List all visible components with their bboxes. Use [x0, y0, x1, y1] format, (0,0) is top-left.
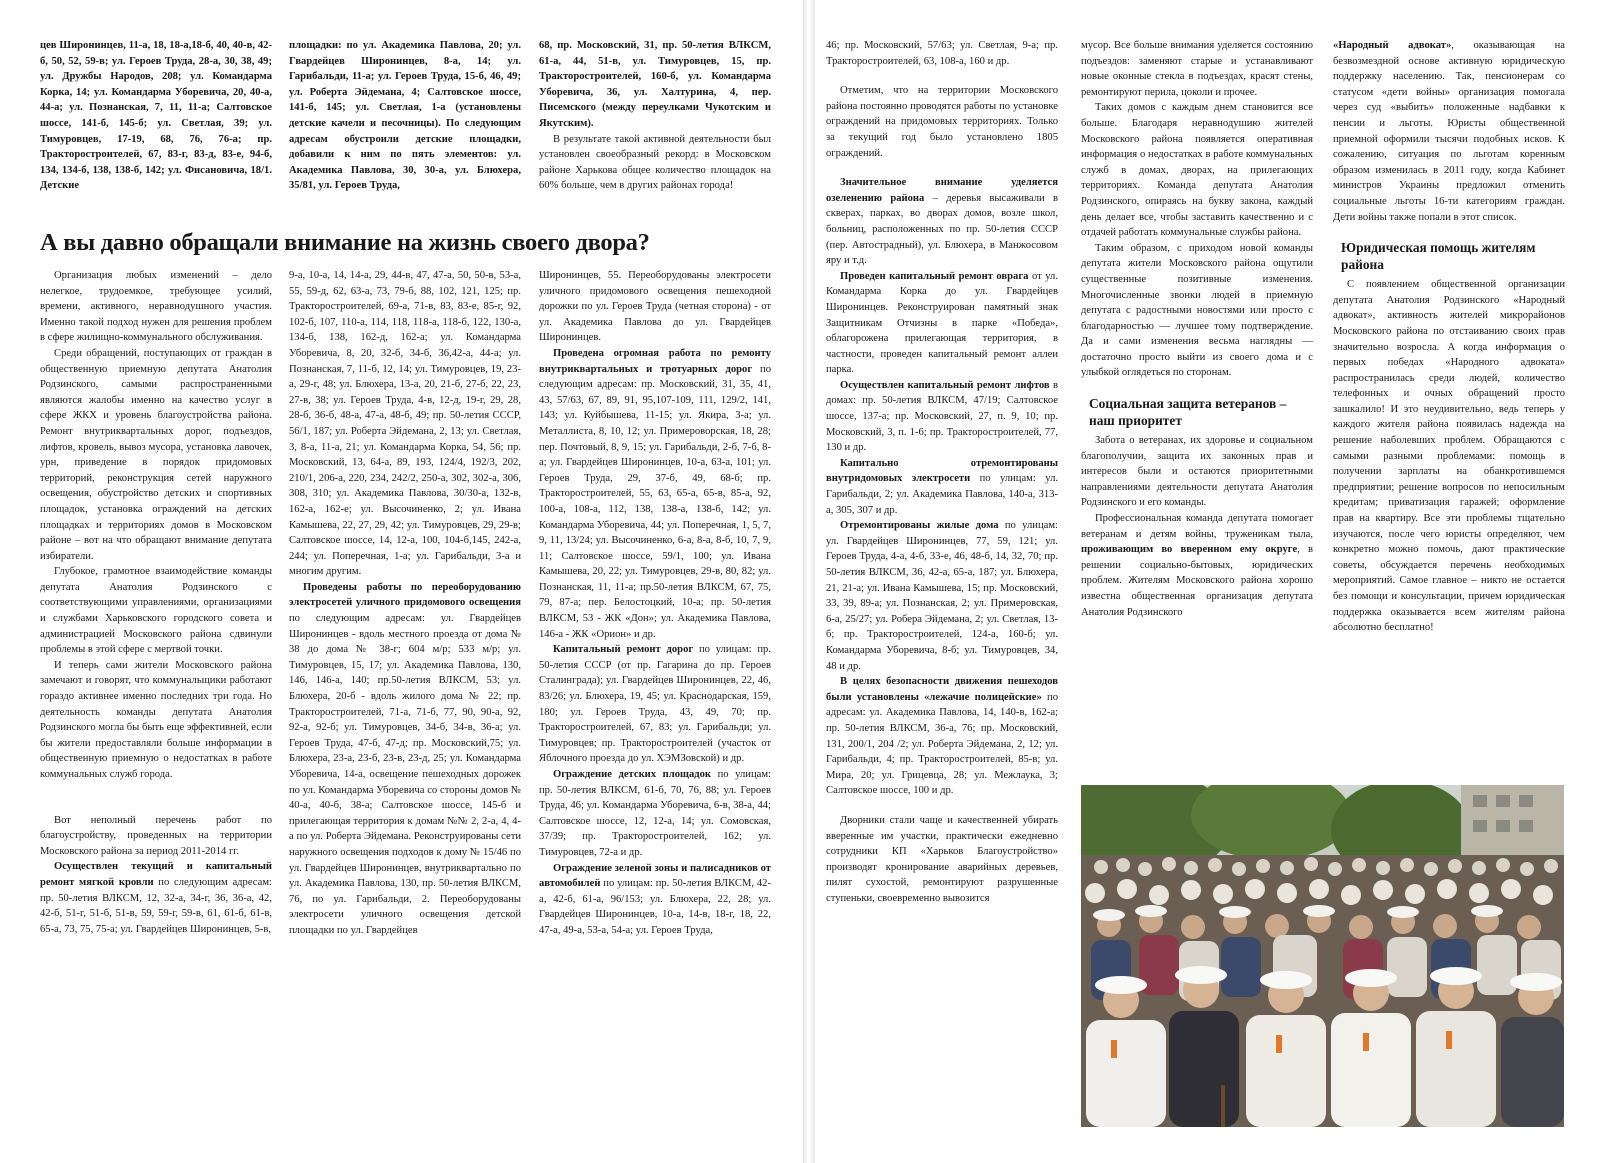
paragraph-text: по улицам: ул. Гарибальди, 2; ул. Академика Павлова, 140-а, 313-а, 305, 307 и др. [826, 473, 1058, 516]
paragraph: Отметим, что на территории Московского района постоянно проводятся работы по установке ограждений на придомовых территориях. Только за текущий год было установлено 1805 ограждений. [826, 85, 1058, 159]
paragraph [826, 456, 1058, 518]
bold-lead: Ограждение зеленой зоны и палисадников от автомобилей [539, 862, 771, 890]
bold-lead: Значительное внимание уделяется озеленению района [826, 177, 1058, 204]
paragraph [539, 346, 771, 642]
paragraph: Забота о ветеранах, их здоровье и социальном благополучии, защита их законных прав и интересов были и остаются приоритетными направлениями деятельности депутата Анатолия Родзинского и его команды. [1081, 435, 1313, 509]
paragraph [1333, 38, 1565, 225]
bold-lead: «Народный адвокат» [1333, 40, 1452, 51]
paragraph [826, 378, 1058, 456]
right-column-1 [826, 38, 1058, 1128]
paragraph: Глубокое, грамотное взаимодействие команды депутата Анатолия Родзинского с соответствующими управлениями, организациями и службами Харьковского городского совета и администрацией Московского района сдвинули проблемы в этой сфере с мертвой точки. [40, 566, 272, 656]
paragraph: Организация любых изменений – дело нелегкое, трудоемкое, требующее усилий, времени, активного, неравнодушного участия. Именно такой подход нужен для решения проблем в сфере жилищно-коммунального обслуживания. [40, 270, 272, 344]
paragraph-text: по улицам: пр. 50-летия ВЛКСМ, 42-а, 42-б, 61-а, 96/153; ул. Блюхера, 22, 28; ул. Гвардейцев Широнинцев, 10-а, 14-в, 18-г, 18, 22, 47-а, 49-а, 53-а, 54-а; ул. Героев Труда, [539, 878, 771, 936]
article-column-3 [539, 268, 771, 1128]
paragraph-text: в домах: пр. 50-летия ВЛКСМ, 47/19; Салтовское шоссе, 137-а; пр. Московский, 27, п. 9, 10; пр. Московский, 3, п. 1-6; пр. Тракторостроителей, 77, 130 и др. [826, 379, 1058, 454]
paragraph-text: по следующим адресам: пр. Московский, 31, 35, 41, 43, 57/63, 67, 89, 91, 95,107-109, 111, 129/2, 141, 143; ул. Куйбышева, 11-15; ул. Якира, 3-а; ул. Металлиста, 8, 10, 12; ул. Примероворская, 18, 28; пер. Почтовый, 8, 9, 15; ул. Гарибальди, 2-б, 7-б, 8-а; ул. Гвардейцев Широнинцев, 10-а, 63-а, 101; ул. Героев Труда, 29, 37-б, 49, 68-б; пр. Тракторостроителей, 55, 63, 65-а, 65-в, 85-а, 92, 100-а, 108-а, 112, 138, 138-а, 138-б, 142; ул. Командарма Уборевича, 44; ул. Поперечная, 1, 5, 7, 9, 11, 13/24; ул. Высочиненко, 6-а, 8-а, 8-б, 10, 7, 9, 11; Салтовское шоссе, 59/1, 100; ул. Ивана Камышева, 20, 22; ул. Тимуровцев, 29-в, 80, 82; ул. Познанская, 11, 11-а; пр.50-летия ВЛКСМ, 67, 75, 79, 87-а; пер. Белостоцкий, 10-а; пр. 50-летия ВЛКСМ, 53 - ЖК «Дон»; ул. Академика Павлова, 146-а - ЖК «Орион» и др. [539, 363, 771, 640]
paragraph-text: по улицам: пр. 50-летия ВЛКСМ, 61-б, 70, 76, 88; ул. Героев Труда, 46; ул. Командарма Уборевича, 6-в, 38-а, 44; Салтовское шоссе, 12, 12-а, 14; ул. Сомовская, 37/39; пр. Тракторостроителей, 162; ул. Тимуровцев, 72-а и др. [539, 769, 771, 858]
paragraph-text: по улицам: ул. Гвардейцев Широнинцев, 77, 59, 121; ул. Героев Труда, 4-а, 4-б, 33-е, 46, 48-б, 14, 32, 70; пр. 50-летия ВЛКСМ, 36, 42-а, 65-а, 187; ул. Блюхера, 21, 21-а; ул. Ивана Камышева, 15; пр. Московский, 33, 39, 89-а; ул. Познанская, 2; ул. Примеровская, 6-а, 25/27; ул. Робера Эйдемана, 2; ул. Светлая, 13-б; пр. Тракторостроителей, 124-а, 160-б; ул. Командарма Уборевича, 8-б; ул. Тимуровцев, 34, 48 и др. [826, 520, 1058, 672]
bold-lead: Капитальный ремонт дорог [553, 644, 694, 656]
paragraph [289, 580, 521, 939]
bold-phrase: проживающим во вверенном ему округе [1081, 544, 1298, 556]
article-headline: А вы давно обращали внимание на жизнь своего двора? [40, 229, 650, 256]
paragraph-bold: 68, пр. Московский, 31, пр. 50-летия ВЛКСМ, 61-а, 44, 51-в, ул. Тимуровцев, 15, пр. Тракторостроителей, 160-б, ул. Командарма Уборевича, 36, ул. Халтурина, 4, пер. Писемского (между переулками Чукотским и Якутским). [539, 40, 771, 129]
paragraph: Вот неполный перечень работ по благоустройству, проведенных на территории Московского района за период 2011-2014 гг. [40, 814, 272, 857]
page-fold [803, 0, 815, 1163]
paragraph [826, 269, 1058, 378]
paragraph [826, 674, 1058, 799]
bold-lead: Осуществлен капитальный ремонт лифтов [840, 379, 1050, 391]
paragraph [1081, 511, 1313, 620]
bold-lead: Капитально отремонтированы внутридомовых электросети [826, 457, 1058, 485]
paragraph: Таких домов с каждым днем становится все больше. Благодаря неравнодушию жителей Московского района появляется оперативная информация о недостатках в работе коммунальных служб в домах, дворах, на прилегающих территориях. Команда депутата Анатолия Родзинского, опираясь на букву закона, каждый день делает все, чтобы заставить качественно и с отдачей работать коммунальные службы района. [1081, 102, 1313, 239]
paragraph-text: Профессиональная команда депутата помогает ветеранам и детям войны, труженикам тыла, [1081, 513, 1313, 540]
bold-lead: Отремонтированы жилые дома [840, 520, 999, 532]
top-column-1 [40, 38, 272, 216]
crowd-photo-icon [1081, 785, 1564, 1127]
paragraph [826, 175, 1058, 269]
paragraph: цев Широнинцев, 11-а, 18, 18-а,18-б, 40, 40-в, 42-б, 50, 52, 59-в; ул. Героев Труда, 28-а, 30, 38, 49; ул. Дружбы Народов, 208; ул. Командарма Корка, 14; ул. Командарма Уборевича, 20, 40-а, 44-а; ул. Познанская, 7, 11, 11-а; Салтовское шоссе, 141-б, 145-б; ул. Светлая, 39; ул. Тимуровцев, 17-19, 68, 76, 76-а; пр. Тракторостроителей, 67, 83-г, 83-д, 83-е, 94-б, 134, 134-б, 138, 138-б, 142; ул. Фисановича, 18/1. Детские [40, 40, 272, 192]
article-column-1 [40, 268, 272, 1128]
paragraph [826, 518, 1058, 674]
paragraph: И теперь сами жители Московского района замечают и говорят, что коммунальщики работают гораздо активнее именно последних три года. Но деятельность команды депутата Анатолия Родзинского могла бы быть еще эффективней, если бы жители предоставляли больше информации в общественную приемную о недостатках в работе коммунальных служб города. [40, 659, 272, 780]
paragraph: площадки: по ул. Академика Павлова, 20; ул. Гвардейцев Широнинцев, 8-а, 14; ул. Гарибальди, 11-а; ул. Героев Труда, 15-б, 46, 49; ул. Роберта Эйдемана, 4; Салтовское шоссе, 141-б, 145; ул. Светлая, 1-а (установлены детские качели и песочницы). По следующим адресам обустроили детские площадки, добавили к ним по пять элементов: ул. Академика Павлова, 30, 30-а, ул. Блюхера, 35/81, ул. Героев Труда, [289, 40, 521, 192]
right-column-2 [1081, 38, 1313, 783]
bold-lead: Проведена огромная работа по ремонту внутриквартальных и тротуарных дорог [539, 347, 771, 375]
bold-lead: Проведены работы по переоборудованию электросетей уличного придомового освещения [289, 581, 521, 609]
paragraph: Среди обращений, поступающих от граждан в общественную приемную депутата Анатолия Родзинского, самыми распространенными являются жалобы именно на качество услуг в сфере ЖКХ и уровень благоустройства района. Ремонт внутриквартальных дорог, подъездов, лифтов, кровель, вывоз мусора, установка лавочек, урн, приведение в порядок придомовых территорий, реконструкция сетей наружного освещения, обустройство детских и спортивных площадок, установка ограждений на детских площадках и территориях домов в Московском районе – вот на что обращают внимание депутата избиратели. [40, 347, 272, 562]
paragraph-text: по следующим адресам: пр. 50-летия ВЛКСМ, 12, 32-а, 34-г, 36, 36-а, 42, 42-б, 51-г, 51-б, 51-в, 59, 59-г, 59-в, 61, 61-б, 61-в, 65-а, 73, 75, 75-а; ул. Гвардейцев Широнинцев, 5-в, [40, 876, 272, 935]
paragraph-text: от ул. Командарма Корка до ул. Гвардейцев Широнинцев. Реконструирован памятный знак Защитникам Отчизны в парке «Победа», облагорожена прилегающая территория, в частности, проведен капитальный ремонт аллеи парка. [826, 270, 1058, 376]
paragraph-text: по следующим адресам: ул. Гвардейцев Широнинцев - вдоль местного проезда от дома № 38 до дома № 38-г; 604 м/р; 533 м/р; ул. Тимуровцев, 15, 17; ул. Академика Павлова, 130, 146, 146-а, 140; пр.50-летия ВЛКСМ, 53; ул. Блюхера, 20-б - вдоль жилого дома № 22; пр. Тракторостроителей, 71-а, 71-б, 77, 90, 90-а, 92, 92-а, 92-б; ул. Тимуровцев, 34-б, 34-в, 36-а; ул. Героев Труда, 47-б, 47-д; пр. Московский,75; ул. Блюхера, 23-а, 23-б, 23-в, 23-д, 25; ул. Командарма Уборевича, 14-а, освещение пешеходных дорожек по ул. Командарма Уборевича со стороны домов № 40-а, 40-б, 38-а; Салтовское шоссе, 145-б и прилегающая территория к домам №№ 2, 2-а, 4, 4-а по ул. Роберта Эйдемана. Реконструированы сети наружного освещения подходов к дому № 15/46 по ул. Гвардейцев Широнинцев, внутриквартально по ул. Академика Павлова, 130, пр. 50-летия ВЛКСМ, 76, по ул. Гарибальди, 2. Переоборудованы электросети уличного освещения детской площадки по ул. Гвардейцев [289, 613, 521, 936]
article-column-2 [289, 268, 521, 1128]
bold-lead: Ограждение детских площадок [553, 769, 712, 780]
paragraph-text: – деревья высаживали в скверах, парках, во дворах домов, возле школ, больниц, расположенных по пр. 50-летия СССР (пер. Автострадный), ул. Блюхера, в Манжосовом яру и т.д. [826, 192, 1058, 267]
paragraph-text: , оказывающая на безвозмездной основе активную юридическую поддержку населению. Так, пенсионерам со статусом «дети войны» организация помогала через суд «выбить» положенные надбавки к пенсии и льготы. Юристы общественной приемной оформили тысячи подобных исков. К сожалению, ситуация по льготам коренным образом изменилась в 2011 году, когда Кабинет министров Украины предложил отменить социальные льготы 16-ти категориям граждан. Дети войны также попали в этот список. [1333, 40, 1565, 223]
paragraph: 9-а, 10-а, 14, 14-а, 29, 44-в, 47, 47-а, 50, 50-в, 53-а, 55, 59-д, 62, 63-а, 73, 79-б, 88, 102, 121, 125; пр. Тракторостроителей, 69-а, 71-в, 83, 83-е, 85-г, 92, 102-б, 107, 110-а, 114, 118, 118-а, 118-б, 122, 130-а, 134-б, 138, 162-д, 162-а; ул. Командарма Уборевича, 8, 20, 32-б, 34-б, 36,42-а, 44-а; ул. Познанская, 7, 11-б, 12, 14; ул. Тимуровцев, 19, 23-а, 29-г, 48; ул. Блюхера, 13-а, 20, 21-б, 27-б, 22, 23, 27-в, 38; ул. Героев Труда, 4-в, 12-д, 19-г, 29, 28, 28-б, 36-б, 48-а, 47-а, 48-б, 49; пр. 50-летия СССР, 56/1, 187; ул. Роберта Эйдемана, 2, 13; ул. Светлая, 3, 8-а, 11-а, 21; ул. Командарма Корка, 54, 56; пр. Московский, 13, 64-а, 89, 193, 124/4, 192/3, 202, 210/1, 206-а, 220, 234, 242/2, 250-а, 302, 302-а, 306, 308, 310; ул. Академика Павлова, 30/30-а, 132-в, 162-а, 162-е; ул. Высочиненко, 2; ул. Ивана Камышева, 22, 27, 29, 42; ул. Тимуровцев, 29, 29-в; Салтовское шоссе, 14, 12-а, 100, 104-б,145, 242-а, 244; ул. Поперечная, 1-а; ул. Гарибальди, 3-а и многим другим. [289, 270, 521, 578]
paragraph [539, 642, 771, 767]
paragraph [539, 861, 771, 939]
paragraph: мусор. Все больше внимания уделяется состоянию подъездов: заменяют старые и устанавливают новые оконные стекла в подъездах, красят стены, ремонтируют перила, цоколи и прочее. [1081, 40, 1313, 98]
crowd-photo [1081, 785, 1564, 1127]
paragraph: Таким образом, с приходом новой команды депутата жители Московского района ощутили существенные позитивные изменения. Многочисленные звонки людей в приемную депутата с радостными новостями или просто с благодарностью — лучшее тому подтверждение. Да и сами изменения весьма наглядны — достаточно просто выйти из своего дома и с улыбкой оглядеться по сторонам. [1081, 242, 1313, 379]
top-column-3 [539, 38, 771, 216]
paragraph: 46; пр. Московский, 57/63; ул. Светлая, 9-а; пр. Тракторостроителей, 63, 108-а, 160 и др. [826, 40, 1058, 67]
bold-lead: Проведен капитальный ремонт оврага [840, 270, 1029, 282]
right-column-3 [1333, 38, 1565, 783]
bold-lead: В целях безопасности движения пешеходов были установлены «лежачие полицейские» [826, 676, 1058, 703]
bold-lead: Осуществлен текущий и капитальный ремонт мягкой кровли [40, 861, 272, 888]
paragraph [40, 859, 272, 937]
paragraph: С появлением общественной организации депутата Анатолия Родзинского «Народный адвокат», активность жителей микрорайонов Московского района по отстаиванию своих прав значительно возросла. А когда информация о первых победах «Народного адвоката» распространилась среди людей, количество телефонных и очных обращений просто зашкалило! И это неудивительно, ведь теперь у каждого жителя района появилась надежда на решение наболевших проблем. Обращаются с самыми разными проблемами: помощь в получении зарплаты на обанкротившемся предприятии; решение вопросов по непосильным кредитам; приватизация гаражей; оформление прав на квартиру. Все эти проблемы тщательно изучаются, после чего юристы определяют, чем конкретно можно помочь, дают практические советы, обсуждается перечень необходимых мероприятий. Самое главное – никто не остается без помощи и консультации, причем юридическая поддержка оказывается всем жителям района абсолютно бесплатно! [1333, 279, 1565, 634]
section-heading: Юридическая помощь жителям района [1341, 240, 1536, 273]
paragraph [539, 767, 771, 861]
top-column-2 [289, 38, 521, 216]
paragraph: Широнинцев, 55. Переоборудованы электросети уличного придомового освещения пешеходной дорожки по ул. Героев Труда (четная сторона) - от ул. Академика Павлова до ул. Гвардейцев Широнинцев. [539, 270, 771, 344]
paragraph: В результате такой активной деятельности был установлен своеобразный рекорд: в Московском районе Харькова общее количество площадок на 60% больше, чем в других районах города! [539, 133, 771, 192]
section-heading: Социальная защита ветеранов – наш приоритет [1089, 396, 1287, 429]
paragraph-text: , в решении социально-бытовых, юридических проблем. Жителям Московского района хорошо известна общественная организация депутата Анатолия Родзинского [1081, 544, 1313, 618]
paragraph: Дворники стали чаще и качественней убирать вверенные им участки, практически ежедневно сотрудники КП «Харьков Благоустройство» производят кронирование аварийных деревьев, пилят сухостой, ремонтируют разрушенные ступеньки, своевременно вывозится [826, 814, 1058, 904]
paragraph-text: по улицам: пр. 50-летия СССР (от пр. Гагарина до пр. Героев Сталинграда); ул. Гвардейцев Широнинцев, 22, 46, 83/26; ул. Блюхера, 19, 45; ул. Краснодарская, 159, 180; ул. Героев Труда, 43, 49, 70; пр. Тракторостроителей, 67, 83; ул. Гарибальди; ул. Тимуровцев; пр. Тракторостроителей (участок от Яблочного проезда до ул. ХЭМЗовской) и др. [539, 644, 771, 765]
paragraph-text: по адресам: ул. Академика Павлова, 14, 140-в, 162-а; пр. 50-летия ВЛКСМ, 36-а, 76; пр. Московский, 131, 200/1, 204 /2; ул. Роберта Эйдемана, 2, 12; ул. Гарибальди, 4; пр. Тракторостроителей, 85-в; ул. Мира, 20; ул. Грицевца, 28; ул. Межлаука, 3; Салтовское шоссе, 100 и др. [826, 691, 1058, 797]
